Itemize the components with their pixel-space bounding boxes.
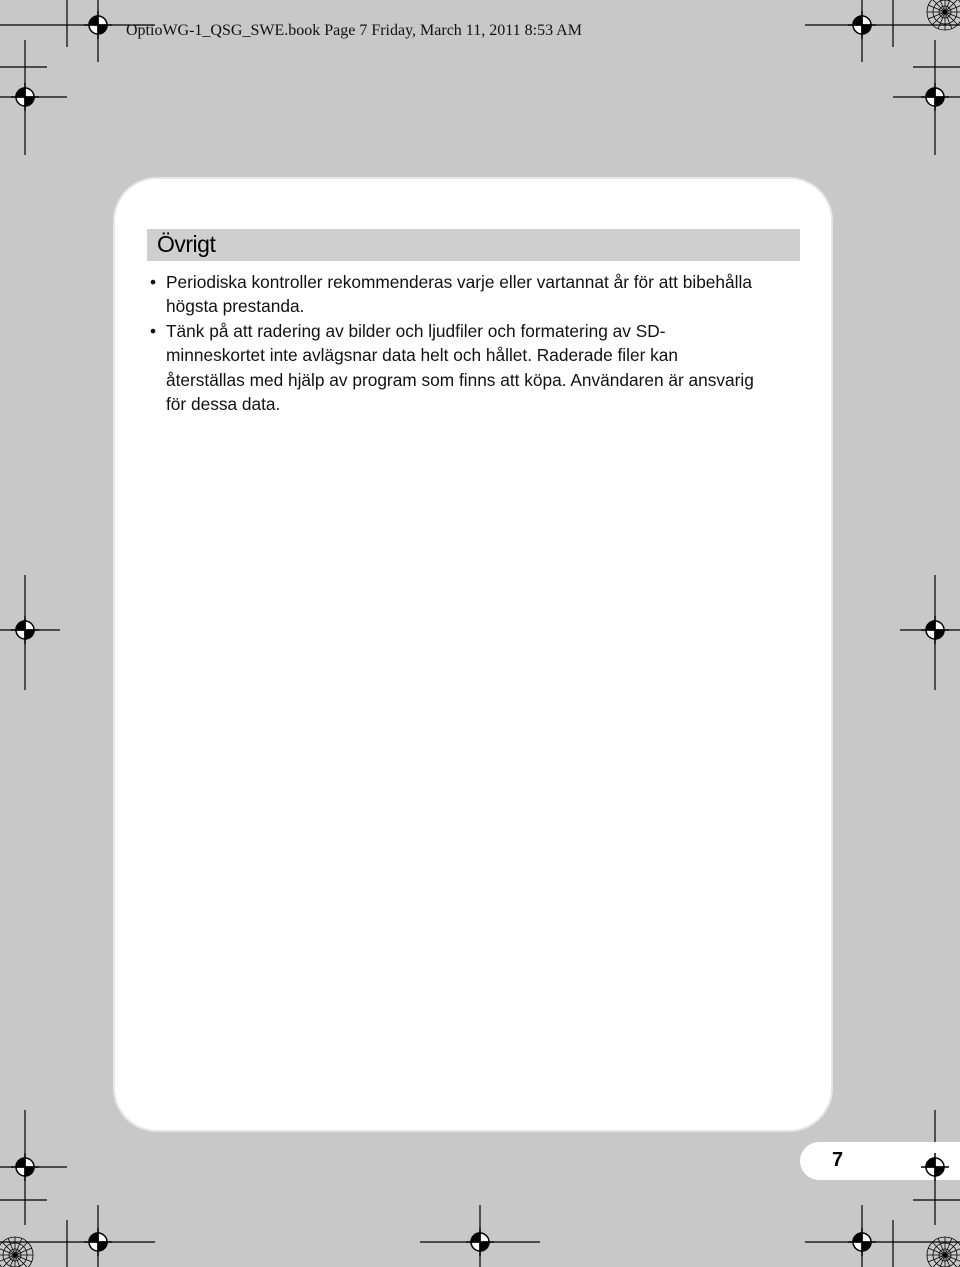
page-number-tab bbox=[800, 1142, 960, 1180]
print-header: OptioWG-1_QSG_SWE.book Page 7 Friday, March 11, 2011 8:53 AM bbox=[126, 22, 582, 39]
section-title: Övrigt bbox=[157, 231, 216, 257]
bullet-list bbox=[146, 270, 756, 416]
page-number: 7 bbox=[832, 1149, 844, 1171]
list-item: • Periodiska kontroller rekommenderas varje eller vartannat år för att bibehålla högsta prestanda. bbox=[146, 270, 756, 319]
list-item: • Tänk på att radering av bilder och ljudfiler och formatering av SD-minneskortet inte avlägsnar data helt och hållet. Raderade filer kan återställas med hjälp av program som finns att köpa. Användaren är ansvarig för dessa data. bbox=[146, 319, 756, 417]
section-header bbox=[147, 229, 800, 261]
